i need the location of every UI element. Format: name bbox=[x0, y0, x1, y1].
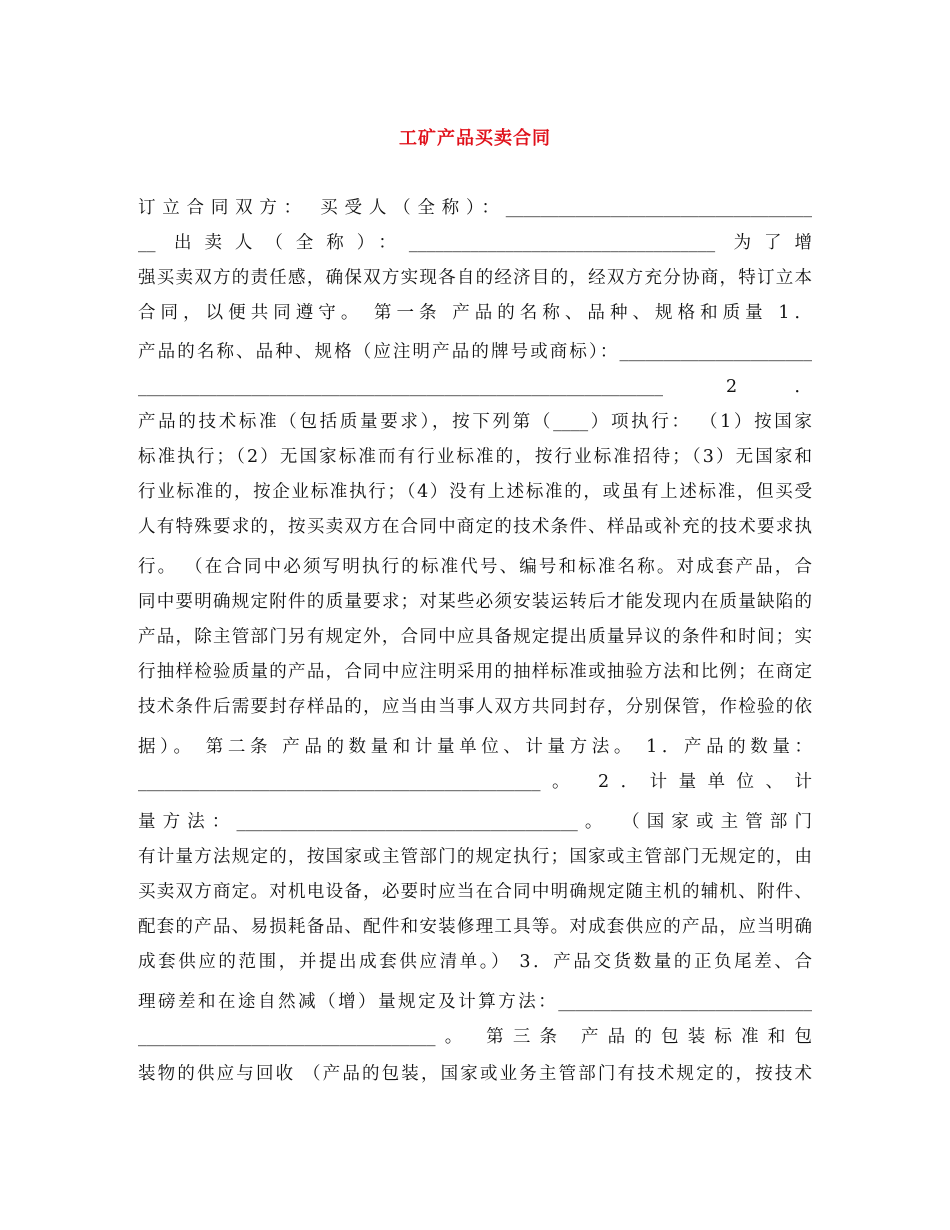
body-line-20: 买卖双方商定。对机电设备，必要时应当在合同中明确规定随主机的辅机、附件、 bbox=[138, 882, 812, 902]
body-line-24: __________________________________。 第三条 产品的包装标准和包 bbox=[138, 1027, 812, 1047]
document-title: 工矿产品买卖合同 bbox=[399, 128, 551, 149]
body-line-22: 成套供应的范围，并提出成套供应清单。） 3．产品交货数量的正负尾差、合 bbox=[138, 952, 812, 972]
body-line-1: 订立合同双方： 买受人（全称）：___________________________________ bbox=[138, 198, 812, 218]
body-line-4: 合同，以便共同遵守。 第一条 产品的名称、品种、规格和质量 1． bbox=[138, 303, 812, 323]
body-line-7: 产品的技术标准（包括质量要求），按下列第（____）项执行： （1）按国家 bbox=[138, 412, 812, 432]
body-line-3: 强买卖双方的责任感，确保双方实现各自的经济目的，经双方充分协商，特订立本 bbox=[138, 268, 812, 288]
body-line-18: 量方法：_______________________________________。 （国家或主管部门 bbox=[138, 812, 812, 832]
body-line-2: __ 出卖人（全称）：___________________________________ 为了增 bbox=[138, 233, 812, 253]
body-line-25: 装物的供应与回收 （产品的包装，国家或业务主管部门有技术规定的，按技术 bbox=[138, 1064, 812, 1084]
body-line-9: 行业标准的，按企业标准执行；（4）没有上述标准的，或虽有上述标准，但买受 bbox=[138, 482, 812, 502]
body-line-21: 配套的产品、易损耗备品、配件和安装修理工具等。对成套供应的产品，应当明确 bbox=[138, 917, 812, 937]
body-line-19: 有计量方法规定的，按国家或主管部门的规定执行；国家或主管部门无规定的，由 bbox=[138, 847, 812, 867]
body-line-10: 人有特殊要求的，按买卖双方在合同中商定的技术条件、样品或补充的技术要求执 bbox=[138, 517, 812, 537]
body-line-16: 据）。 第二条 产品的数量和计量单位、计量方法。 1．产品的数量： bbox=[138, 737, 812, 757]
body-line-14: 行抽样检验质量的产品，合同中应注明采用的抽样标准或抽验方法和比例；在商定 bbox=[138, 662, 812, 682]
body-line-6: ____________________________________________________________ 2． bbox=[138, 377, 812, 397]
body-line-17: ______________________________________________。 2．计量单位、计 bbox=[138, 772, 812, 792]
body-line-13: 产品，除主管部门另有规定外，合同中应具备规定提出质量异议的条件和时间；实 bbox=[138, 627, 812, 647]
body-line-12: 同中要明确规定附件的质量要求；对某些必须安装运转后才能发现内在质量缺陷的 bbox=[138, 592, 812, 612]
body-line-23: 理磅差和在途自然减（增）量规定及计算方法：_____________________________ bbox=[138, 992, 812, 1012]
body-line-15: 技术条件后需要封存样品的，应当由当事人双方共同封存，分别保管，作检验的依 bbox=[138, 697, 812, 717]
body-line-5: 产品的名称、品种、规格（应注明产品的牌号或商标）：______________________ bbox=[138, 342, 812, 362]
body-line-8: 标准执行；（2）无国家标准而有行业标准的，按行业标准招待；（3）无国家和 bbox=[138, 447, 812, 467]
body-line-11: 行。 （在合同中必须写明执行的标准代号、编号和标准名称。对成套产品，合 bbox=[138, 557, 812, 577]
